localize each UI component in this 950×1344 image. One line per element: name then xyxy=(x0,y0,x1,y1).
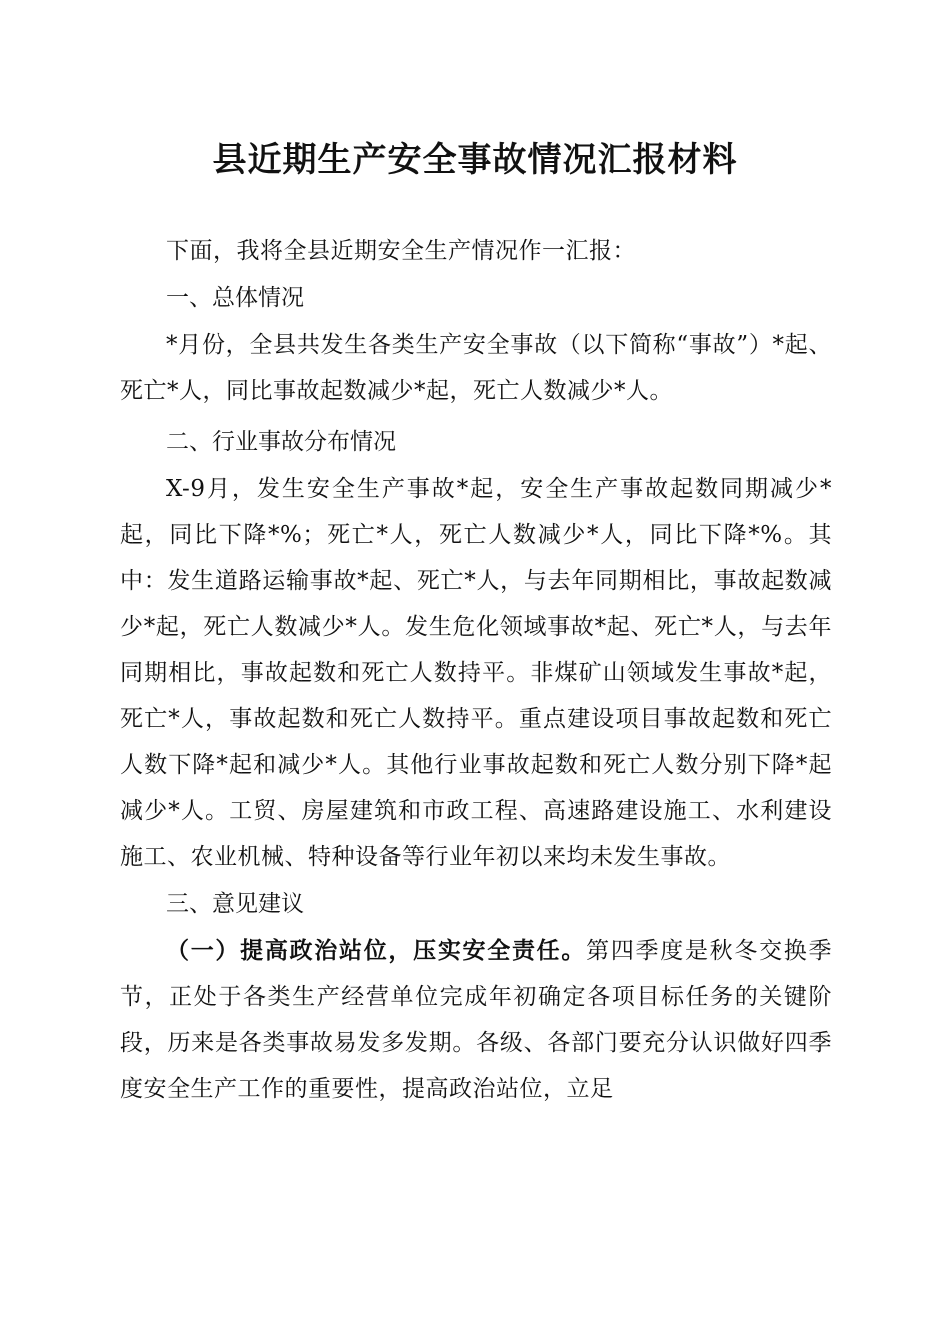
section-heading-industry: 二、行业事故分布情况 xyxy=(166,429,396,455)
section-heading-suggestions: 三、意见建议 xyxy=(166,891,304,917)
document-title: 县近期生产安全事故情况汇报材料 xyxy=(212,140,738,180)
section-paragraph-overall: *月份，全县共发生各类生产安全事故（以下简称“事故”）*起、死亡*人，同比事故起数减少*起，死亡人数减少*人。 xyxy=(120,332,832,404)
section-heading-overall: 一、总体情况 xyxy=(166,285,304,311)
intro-paragraph: 下面，我将全县近期安全生产情况作一汇报： xyxy=(166,238,636,264)
suggestion-text: 第四季度是秋冬交换季节，正处于各类生产经营单位完成年初确定各项目标任务的关键阶段，历来是各类事故易发多发期。各级、各部门要充分认识做好四季度安全生产工作的重要性，提高政治站位，立足 xyxy=(120,938,833,1102)
section-paragraph-suggestions xyxy=(120,928,832,1112)
section-paragraph-industry: X-9月，发生安全生产事故*起，安全生产事故起数同期减少*起，同比下降*%；死亡*人，死亡人数减少*人，同比下降*%。其中：发生道路运输事故*起、死亡*人，与去年同期相比，事故起数减少*起，死亡人数减少*人。发生危化领域事故*起、死亡*人，与去年同期相比，事故起数和死亡人数持平。非煤矿山领域发生事故*起，死亡*人，事故起数和死亡人数持平。重点建设项目事故起数和死亡人数下降*起和减少*人。其他行业事故起数和死亡人数分别下降*起减少*人。工贸、房屋建筑和市政工程、高速路建设施工、水利建设施工、农业机械、特种设备等行业年初以来均未发生事故。 xyxy=(120,476,832,870)
document-body xyxy=(120,228,832,1112)
suggestion-lead: （一）提高政治站位，压实安全责任。 xyxy=(166,937,587,964)
